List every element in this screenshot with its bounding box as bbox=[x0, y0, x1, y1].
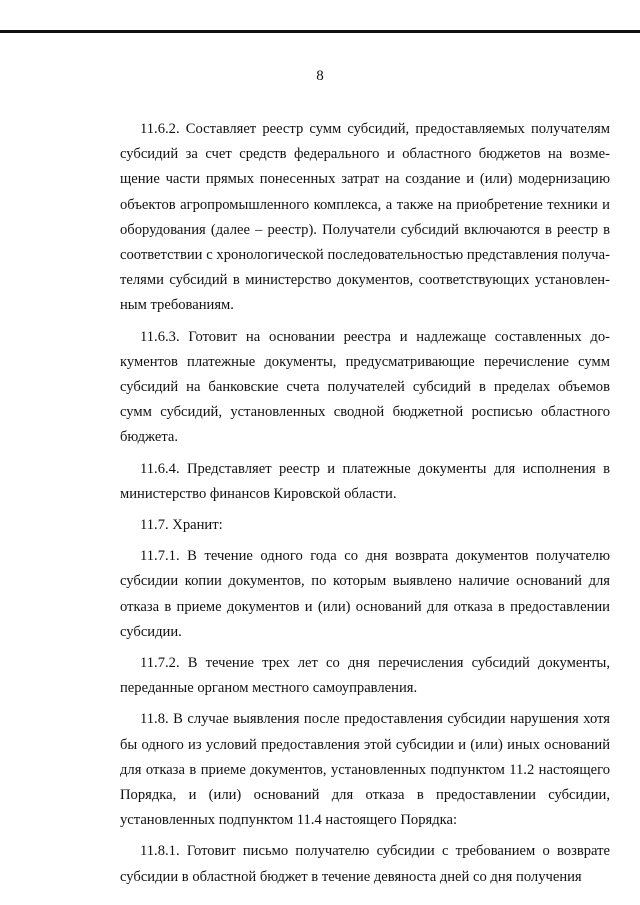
paragraph-11-8: 11.8. В случае выявления после предоставления субсидии нарушения хотя бы одного из условий предоставления этой субсидии и (или) иных оснований для отказа в приеме документов, установленных подпунктом 11.2 настоящего Порядка, и (или) оснований для отказа в предоставлении субсидии, установленных подпунктом 11.4 настоящего Порядка: bbox=[120, 711, 610, 829]
paragraph-11-6-2: 11.6.2. Составляет реестр сумм субсидий, предоставляемых получателям субсидий за счет средств федерального и областного бюджетов на возмещение части прямых понесенных затрат на создание и (или) модернизацию объектов агропромышленного комплекса, а также на приобретение техники и оборудования (далее – реестр). Получатели субсидий включаются в реестр в соответствии с хронологической последовательностью представления получателями субсидий в министерство документов, соответствующих установленным требованиям. bbox=[120, 121, 610, 314]
header-rule bbox=[0, 30, 640, 33]
paragraph-11-7-1: 11.7.1. В течение одного года со дня возврата документов получателю субсидии копии документов, по которым выявлено наличие оснований для отказа в приеме документов и (или) оснований для отказа в предоставлении субсидии. bbox=[120, 548, 610, 640]
paragraph-11-8-1: 11.8.1. Готовит письмо получателю субсидии с требованием о возврате субсидии в областной бюджет в течение девяноста дней со дня получения bbox=[120, 843, 610, 885]
page-number: 8 bbox=[316, 68, 324, 84]
document-body bbox=[120, 117, 610, 896]
paragraph-11-6-4: 11.6.4. Представляет реестр и платежные документы для исполнения в министерство финансов Кировской области. bbox=[120, 460, 610, 502]
paragraph-11-7-2: 11.7.2. В течение трех лет со дня перечисления субсидий документы, переданные органом местного самоуправления. bbox=[120, 655, 610, 697]
paragraph-11-7: 11.7. Хранит: bbox=[140, 517, 223, 534]
paragraph-11-6-3: 11.6.3. Готовит на основании реестра и надлежаще составленных документов платежные документы, предусматривающие перечисление сумм субсидий на банковские счета получателей субсидий в пределах объемов сумм субсидий, установленных сводной бюджетной росписью областного бюджета. bbox=[120, 328, 610, 446]
